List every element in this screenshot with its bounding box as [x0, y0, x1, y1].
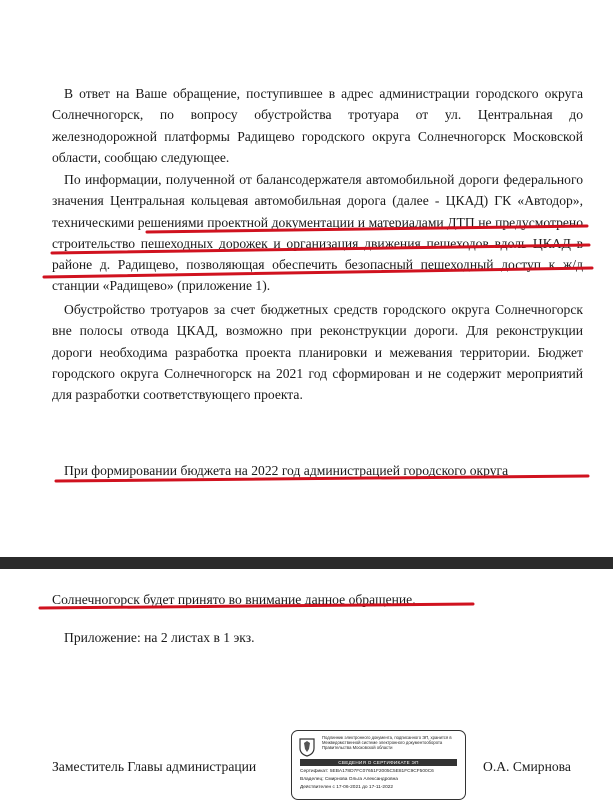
stamp-validity: Действителен с 17-06-2021 до 17-11-2022 [300, 785, 394, 790]
stamp-owner: Владелец: Смирнова Ольга Александровна [300, 777, 398, 782]
stamp-band: СВЕДЕНИЯ О СЕРТИФИКАТЕ ЭП [300, 759, 457, 766]
stamp-certificate: Сертификат: 5EBA178D7FC07651F2005C5E81FC9CF500C6 [300, 769, 434, 774]
signer-title: Заместитель Главы администрации [52, 759, 257, 774]
paragraph-autodor-info: По информации, полученной от балансодержателя автомобильной дороги федерального значения Центральная кольцевая автомобильная дорога (далее - ЦКАД) ГК «Автодор», техническими решениями проектной документации и материалами ДТП не предусмотрено строительство пешеходных дорожек и организация движения пешеходов вдоль ЦКАД в районе д. Радищево, позволяющая обеспечить безопасный пешеходный доступ к ж/д станции «Радищево» (приложение 1). [52, 172, 583, 294]
digital-signature-stamp [291, 730, 466, 800]
signer-name: О.А. Смирнова [483, 759, 571, 774]
stamp-header: Подлинник электронного документа, подписанного ЭП, хранится в Межведомственной системе электронного документооборота Правительства Московской области [322, 735, 452, 750]
page-break-divider [0, 557, 613, 569]
attachment-note: Приложение: на 2 листах в 1 экз. [64, 630, 255, 645]
paragraph-budget-info: Обустройство тротуаров за счет бюджетных средств городского округа Солнечногорск вне полосы отвода ЦКАД, возможно при реконструкции дороги. Для реконструкции дороги необходима разработка проекта планировки и межевания территории. Бюджет городского округа Солнечногорск на 2021 год сформирован и не содержит мероприятий для разработки соответствующего проекта. [52, 302, 583, 403]
paragraph-continuation: Солнечногорск будет принято во внимание данное обращение. [52, 592, 416, 607]
paragraph-budget-2022: При формировании бюджета на 2022 год администрацией городского округа [64, 463, 509, 478]
paragraph-request-intro: В ответ на Ваше обращение, поступившее в адрес администрации городского округа Солнечногорск, по вопросу обустройства тротуара от ул. Центральная до железнодорожной платформы Радищево городского округа Солнечногорск Московской области, сообщаю следующее. [52, 86, 583, 165]
coat-of-arms-icon [298, 737, 316, 757]
